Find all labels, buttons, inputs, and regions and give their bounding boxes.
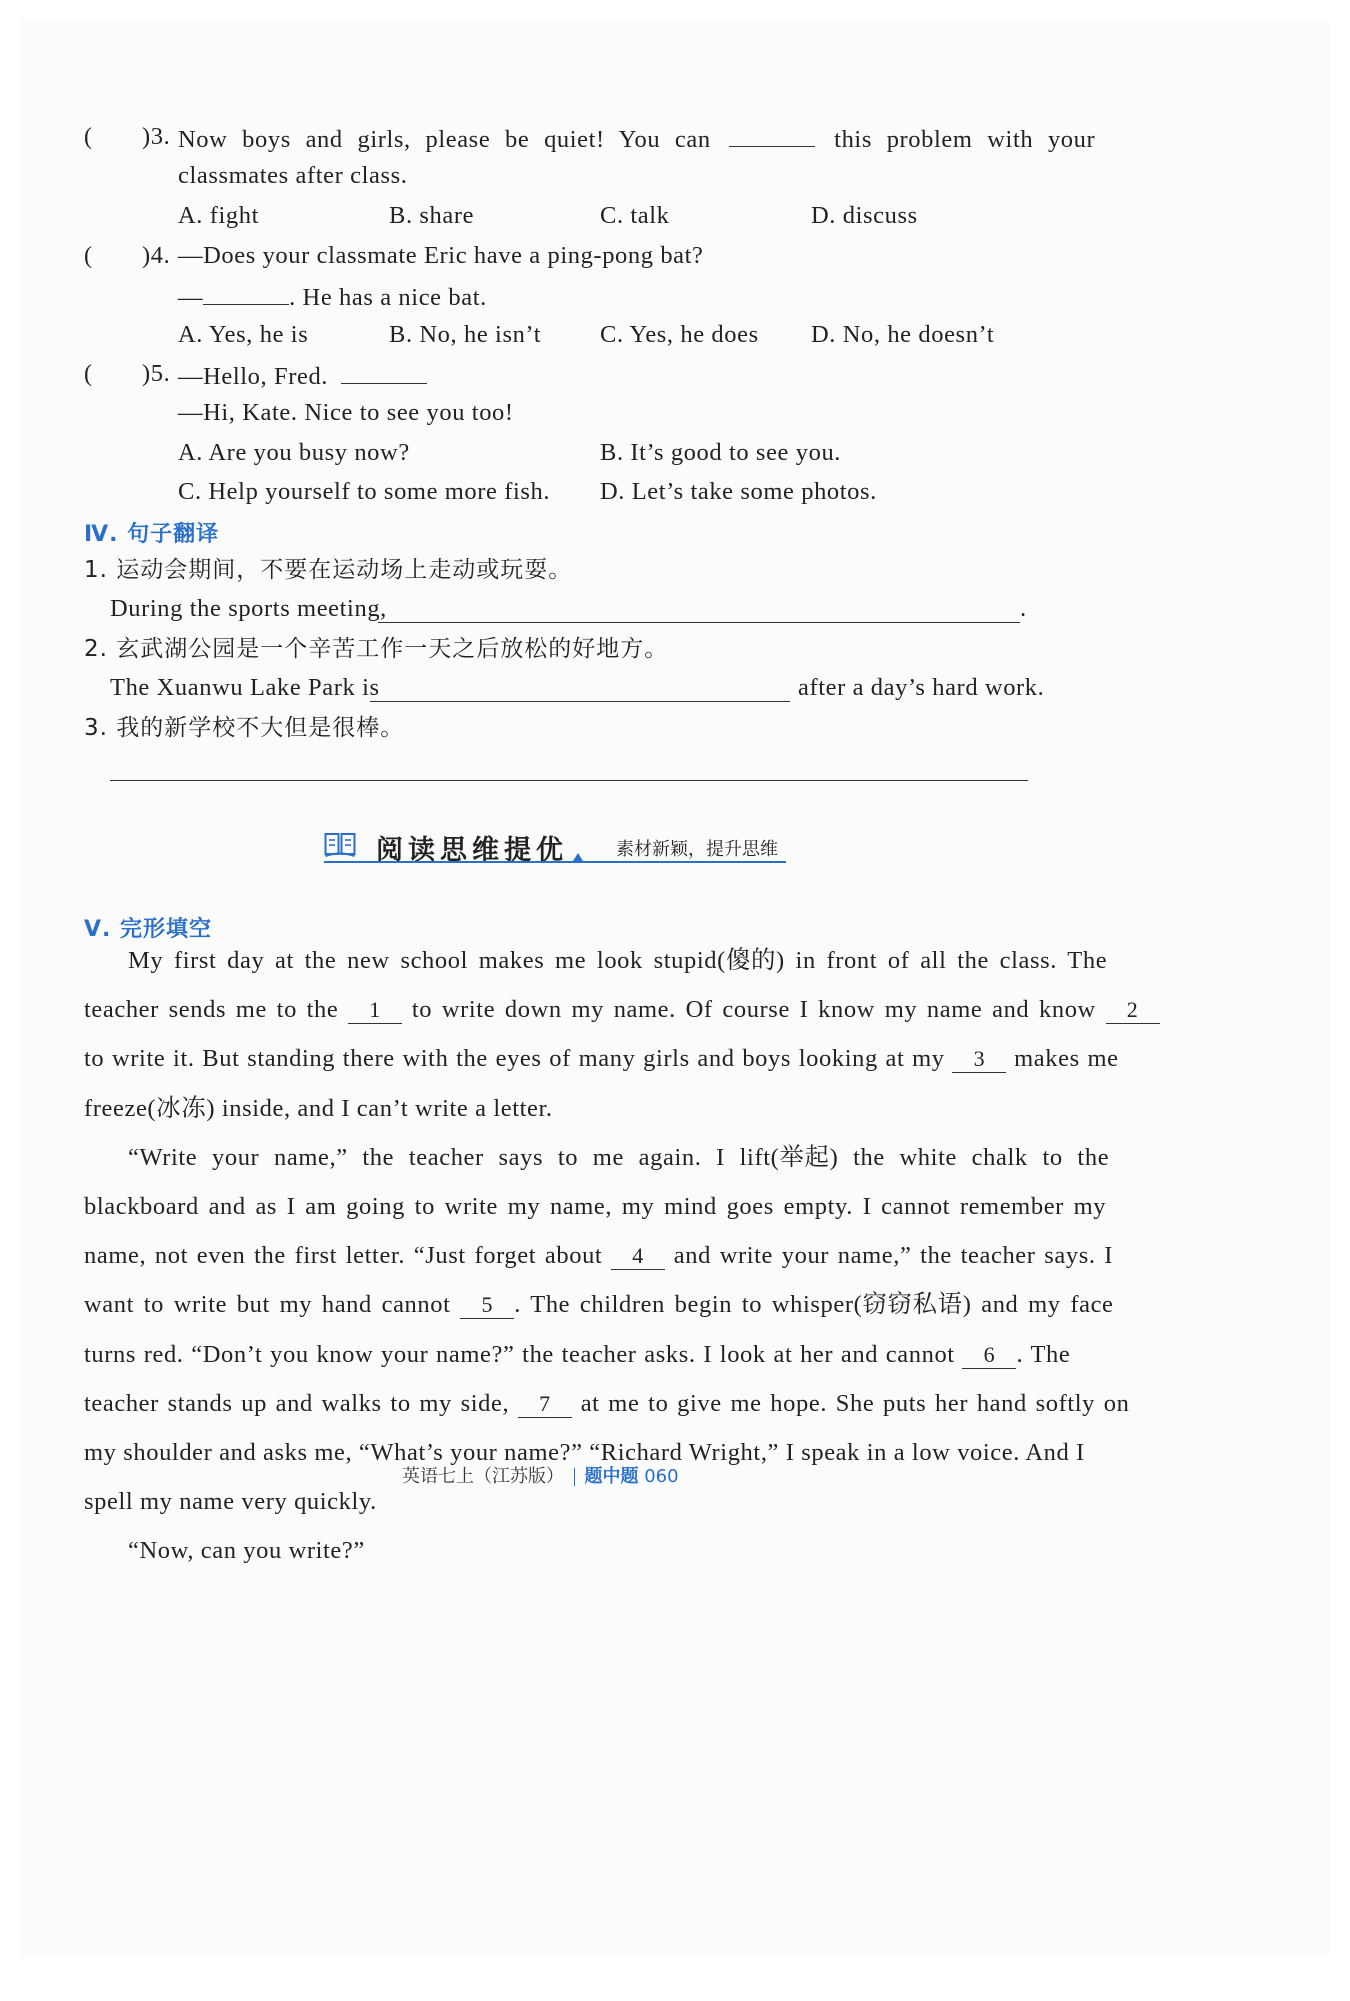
passage-line [84, 1280, 1114, 1329]
reply-text: . He has a nice bat. [289, 284, 487, 311]
translation-item-2-cn: 2. 玄武湖公园是一个辛苦工作一天之后放松的好地方。 [84, 636, 669, 662]
passage-text: to write down my name. Of course I know my name and know [411, 996, 1096, 1024]
answer-blank[interactable] [203, 280, 289, 305]
option-d: D. Let’s take some photos. [600, 478, 877, 505]
answer-line[interactable] [370, 699, 790, 702]
passage-text: want to write but my hand cannot [84, 1291, 451, 1319]
page-number: 060 [644, 1466, 679, 1487]
period: . [1020, 595, 1027, 622]
question-number: )4. [142, 242, 171, 269]
cloze-blank-6[interactable]: 6 [962, 1342, 1016, 1369]
option-d: D. discuss [811, 202, 918, 229]
option-c: C. Yes, he does [600, 321, 759, 348]
question-reply: —Hi, Kate. Nice to see you too! [178, 399, 514, 426]
passage-line [84, 1231, 1114, 1280]
reading-banner [324, 828, 786, 864]
translation-item-2-suffix: after a day’s hard work. [798, 674, 1045, 701]
passage-line: “Now, can you write?” [128, 1537, 365, 1565]
answer-paren: ( [84, 361, 93, 387]
footer-divider [574, 1468, 575, 1486]
passage-text: turns red. “Don’t you know your name?” the teacher asks. I look at her and cannot [84, 1340, 955, 1368]
option-c: C. talk [600, 202, 670, 229]
dash: — [178, 284, 204, 311]
option-c: C. Help yourself to some more fish. [178, 478, 551, 505]
question-stem-line2: classmates after class. [178, 162, 408, 189]
option-a: A. Are you busy now? [178, 439, 410, 466]
cloze-blank-2[interactable]: 2 [1106, 997, 1160, 1024]
cloze-blank-3[interactable]: 3 [952, 1046, 1006, 1073]
cloze-blank-4[interactable]: 4 [611, 1243, 665, 1270]
passage-line: spell my name very quickly. [84, 1488, 377, 1516]
translation-item-2-prompt: The Xuanwu Lake Park is [110, 674, 380, 701]
footer-series: 题中题 [584, 1466, 639, 1487]
question-stem: —Does your classmate Eric have a ping-pong bat? [178, 242, 704, 269]
passage-text: teacher sends me to the [84, 996, 339, 1024]
passage-text: at me to give me hope. She puts her hand softly on [580, 1389, 1130, 1417]
section-title-translation: Ⅳ. 句子翻译 [84, 522, 220, 547]
translation-item-1-prompt: During the sports meeting, [110, 595, 387, 622]
passage-text: . The children begin to whisper(窃窃私语) and my face [514, 1291, 1114, 1319]
passage-line [84, 1330, 1071, 1379]
passage-text: teacher stands up and walks to my side, [84, 1389, 510, 1417]
passage-text: name, not even the first letter. “Just forget about [84, 1242, 603, 1270]
cloze-blank-1[interactable]: 1 [348, 997, 402, 1024]
answer-blank[interactable] [341, 359, 427, 384]
page-footer [402, 1462, 679, 1488]
translation-item-1-cn: 1. 运动会期间，不要在运动场上走动或玩耍。 [84, 557, 573, 583]
passage-text: makes me [1014, 1045, 1119, 1073]
answer-line[interactable] [378, 620, 1020, 623]
passage-line: blackboard and as I am going to write my name, my mind goes empty. I cannot remember my [84, 1192, 1107, 1220]
passage-line [84, 1379, 1130, 1428]
book-icon [324, 830, 356, 858]
question-reply [178, 280, 487, 313]
question-stem [178, 359, 427, 392]
worksheet-page [20, 20, 1330, 1955]
option-d: D. No, he doesn’t [811, 321, 995, 348]
translation-item-3-cn: 3. 我的新学校不大但是很棒。 [84, 715, 405, 741]
passage-text: to write it. But standing there with the eyes of many girls and boys looking at my [84, 1045, 945, 1073]
passage-text: . The [1016, 1340, 1071, 1368]
passage-line [84, 985, 1139, 1034]
option-a: A. Yes, he is [178, 321, 309, 348]
option-a: A. fight [178, 202, 260, 229]
passage-line: My first day at the new school makes me look stupid(傻的) in front of all the class. The [128, 947, 1108, 974]
cloze-blank-7[interactable]: 7 [518, 1391, 572, 1418]
answer-paren: ( [84, 124, 93, 150]
stem-text: —Hello, Fred. [178, 363, 329, 390]
passage-line: freeze(冰冻) inside, and I can’t write a letter. [84, 1094, 553, 1122]
answer-paren: ( [84, 243, 93, 269]
option-b: B. share [389, 202, 475, 229]
passage-line [84, 1034, 1119, 1083]
passage-line: my shoulder and asks me, “What’s your name?” “Richard Wright,” I speak in a low voice. And I [84, 1438, 1085, 1466]
option-b: B. It’s good to see you. [600, 439, 842, 466]
section-title-cloze: Ⅴ. 完形填空 [84, 917, 213, 942]
banner-underline [324, 861, 786, 863]
banner-subtitle: 素材新颖，提升思维 [616, 839, 778, 860]
question-number: )3. [142, 123, 171, 150]
footer-book-title: 英语七上（江苏版） [402, 1466, 564, 1487]
question-stem [178, 122, 1096, 155]
cloze-blank-5[interactable]: 5 [460, 1292, 514, 1319]
passage-line: “Write your name,” the teacher says to me again. I lift(举起) the white chalk to the [128, 1143, 1110, 1171]
stem-text: this problem with your [834, 126, 1096, 153]
answer-blank[interactable] [729, 122, 815, 147]
question-number: )5. [142, 360, 171, 387]
stem-text: Now boys and girls, please be quiet! You can [178, 126, 711, 153]
passage-text: and write your name,” the teacher says. I [673, 1242, 1114, 1270]
answer-line[interactable] [110, 778, 1028, 781]
banner-title: 阅读思维提优 [376, 835, 568, 866]
option-b: B. No, he isn’t [389, 321, 542, 348]
